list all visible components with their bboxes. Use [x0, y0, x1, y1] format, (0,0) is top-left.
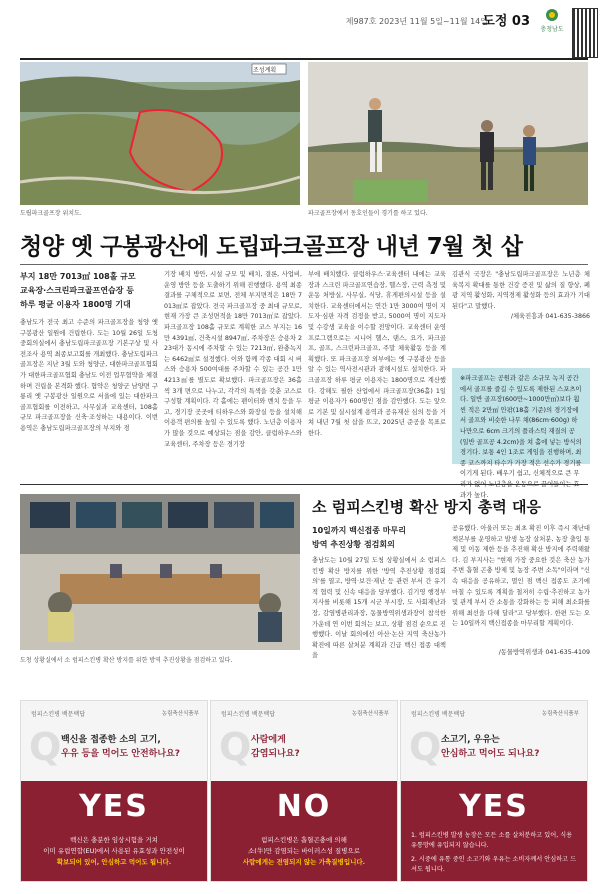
q-mark-icon: Q [219, 725, 252, 769]
ad-answer: YES [79, 789, 149, 824]
article1-col-4: 김관식 국장은 "충남도립파크골프장은 노년층 체육복지 확대를 통한 건강 증진 및 삶의 질 향상, 폐광 지역 활성화, 지역경제 활성화 등의 효과가 기대된다"고 말했다. [452, 271, 590, 310]
ad-question-line-1: 소고기, 우유는 [441, 735, 500, 745]
ad-text-line-2: 소(牛)만 감염되는 바이러스성 질병으로 [248, 847, 360, 855]
section-title: 도정 03 [482, 14, 530, 29]
article1-contact: /체육진흥과 041-635-3866 [510, 313, 590, 320]
logo-text: 충청남도 [540, 26, 564, 33]
ad-question-line-2: 감염되나요? [251, 749, 300, 759]
ad-panel-human-infection [210, 700, 398, 882]
ad-list-item-2: 2. 시중에 유통 중인 소고기와 우유는 소비자께서 안심하고 드셔도 됩니다. [411, 856, 577, 873]
article1-col-3: 부에 배치했다. 클럽하우스·교육센터 내에는 교육장과 스크린 파크골프연습장, 헬스장, 근력 측정 및 운동 처방실, 사무실, 식당, 휴게편의시설 등을 설치한다. 교육센터에서는 연간 1만 3000여 명이 지도자·심판 자격 검정을 받고, 5000여 명이 지도자 및 수강생 교육을 이수할 전망이다. 교육센터 운영 프로그램으로는 시니어 헬스, 댄스, 요가, 파크골프, 골프, 스크린파크골프, 주말 체육활동 등을 계획했다. 또 파크골프장 외부에는 옛 구봉광산 등을 알 수 있는 역사전시관과 광해시설도 설치한다. 파크골프장 하루 평균 이용자는 1800명으로 계산했다. 강해도 필한 산업에서 파크골프장(36홀) 1일 평균 이용자가 600명인 점을 감안했다. 도는 앞으로 기본 및 실시설계 용역과 공유재산 심의 등을 거쳐 내년 7월 첫 삽을 뜨고, 2025년 준공을 목표로 한다. [308, 271, 446, 437]
article2-col-1: 충남도는 10월 27일 도청 상황실에서 소 럼피스킨병 확산 방지를 위한 '방역 추진상황 점검회의'를 열고, 방역·보건·재난 등 관련 부서 간 유기적 협력 및 신속 대응을 당부했다. 김기영 행정부지사를 비롯해 15개 시군 부시장, 도 사회재난과장, 감염병관리과장, 동물방역위생과장이 참석한 가운데 연 이번 회의는 보고, 상황 점검 순으로 진행했다. 이날 회의에선 아산·논산 지역 축산농가 확진에 따른 살처분 계획과 긴급 백신 접종 대책을 [312, 557, 446, 660]
ad-question-line-1: 백신을 접종한 소의 고기, [61, 735, 161, 745]
ad-question-line-2: 우유 등을 먹어도 안전하나요? [61, 749, 180, 759]
golf-aerial-photo [20, 62, 300, 205]
article2-headline: 소 럼피스킨병 확산 방지 총력 대응 [312, 498, 541, 516]
ad-panel-beef-milk-safety [400, 700, 588, 882]
qr-code[interactable] [572, 8, 598, 58]
masthead-rule [20, 58, 588, 60]
ad-answer: YES [459, 789, 529, 824]
ad-explanation [219, 835, 389, 868]
golf-players-photo [308, 62, 588, 205]
disaster-room-caption: 도청 상황실에서 소 럼피스킨병 확산 방지를 위한 방역 추진상황을 점검하고 있다. [20, 657, 233, 664]
ad-text-line-1: 백신은 충분한 임상시험을 거쳐 [70, 836, 158, 844]
ad-text-line-3: 확보되어 있어, 안심하고 먹어도 됩니다. [56, 858, 172, 866]
article2-subhead-2: 방역 추진상황 점검회의 [312, 540, 395, 549]
article2-contact: /동물방역위생과 041-635-4109 [498, 649, 590, 656]
ministry-logo: 농림축산식품부 [541, 711, 579, 717]
emblem-icon [545, 8, 559, 22]
ministry-logo: 농림축산식품부 [161, 711, 199, 717]
article1-headline: 청양 옛 구봉광산에 도립파크골프장 내년 7월 첫 삽 [20, 234, 523, 260]
article1-rule [20, 264, 588, 265]
ad-list-item-1: 1. 럼피스킨병 발생 농장은 모든 소를 살처분하고 있어, 식용 유통망에 유입되지 않습니다. [411, 832, 573, 849]
ad-answer: NO [276, 789, 332, 824]
ad-question [61, 733, 199, 761]
ad-panel-vaccinated-meat [20, 700, 208, 882]
section-divider [20, 484, 588, 485]
ad-question [251, 733, 389, 761]
q-mark-icon: Q [409, 725, 442, 769]
article1-subhead-1: 부지 18만 7013㎡ 108홀 규모 [20, 272, 136, 281]
ad-question-line-1: 사람에게 [251, 735, 286, 745]
ad-text-line-3: 사람에게는 전염되지 않는 가축질병입니다. [242, 858, 366, 866]
ad-explanation [411, 831, 577, 875]
ad-question-line-2: 안심하고 먹어도 되나요? [441, 749, 540, 759]
issue-info: 제987호 2023년 11월 5일~11월 14일 [345, 17, 488, 26]
ministry-logo: 농림축산식품부 [351, 711, 389, 717]
ad-answer-block [401, 781, 587, 881]
ad-question [441, 733, 579, 761]
ad-tag: 럼피스킨병 백문백답 [411, 711, 466, 718]
aerial-map-label: 조성계획 [253, 67, 277, 74]
ad-explanation [29, 835, 199, 868]
article1-subhead-3: 하루 평균 이용자 1800명 기대 [20, 300, 131, 309]
ad-text-line-1: 럼피스킨병은 흡혈곤충에 의해 [261, 836, 347, 844]
article1-col-2: 기장 배치 방안, 시설 규모 및 배치, 결론, 사업비, 운영 방안 등을 도출하기 위해 진행했다. 용역 최종 결과를 구체적으로 보면, 전체 부지면적은 18만 7013㎡로 잡았다. 전국 파크골프장 중 최대 규모로, 현재 가장 큰 조성면적을 18만 7013㎡로 잡았다. 파크골프장 108홀 규모로 계획한 코스 부지는 16만 4391㎡, 건축시설 8947㎡, 주차장은 승용차 223대가 동시에 주차할 수 있는 7213㎡, 완충녹지는 6462㎡로 설정했다. 이와 함께 각종 대회 시 버스와 승용차 500여대를 주차할 수 있는 공간 1만 4213㎡를 별도로 확보했다. 파크골프장은 36홀 씩 3개 면으로 나누고, 각각의 특색을 갖춘 코스로 구성할 계획이다. 각 홀에는 팬이터와 벤치 등을 두고, 경기장 곳곳에 티하우스와 화장실 등을 설치해 이용객 편의를 높일 수 있도록 했다. 노년층 이용자가 많을 것으로 예상되는 점을 감안, 클럽하우스와 교육센터, 주차장 등은 경기장 [164, 271, 302, 448]
province-logo [532, 8, 572, 33]
ad-answer-block [211, 781, 397, 881]
disaster-room-photo [20, 494, 300, 650]
parkgolf-note-box: ※파크골프는 공원과 같은 소규모 녹지 공간에서 골프를 즐길 수 있도록 제한된 스포츠이다. 일반 골프장(600만~1000만㎡)보다 훨씬 적은 2만㎡ 안팎(18홀 기준)의 경기장에서 골프와 비슷한 나무 채(86cm·600g) 하나만으로 6cm 크기의 플라스틱 재질의 공(일반 골프공 4.2cm)을 쳐 홀에 넣는 방식의 경기다. 보통 4인 1조로 게임을 진행하며, 최종 코스까지 타수가 가장 적은 선수가 경기를 이기게 된다. 배우기 쉽고, 신체적으로 큰 무리가 없어 노년층을 운동으로 끌어들이는 효과가 높다. [452, 368, 590, 464]
article1-col-1: 충남도가 전국 최고 수준의 파크골프장을 청양 옛 구봉광산 일원에 건립한다. 도는 10월 26일 도청 중회의실에서 충남도립파크골프장 기본구상 및 사전조사 용역 최종보고회를 개최했다. 충남도립파크골프장은 지난 3월 도와 청양군, 대한파크골프협회가 대한파크골프협회 충남도 이전 업무협약을 체결하며 건립을 본격화 했다. 협약은 청양군 남양면 구룡리 옛 구봉광산 일원으로 서울에 있는 대한파크골프협회를 이전하고, 사무실과 교육센터, 108홀 규모 파크골프장을 신축·조성하는 내용이다. 이번 용역은 충남도립파크골프장의 부지와 경 [20, 319, 158, 432]
ad-tag: 럼피스킨병 백문백답 [31, 711, 86, 718]
ad-text-line-2: 이미 유럽연합(EU)에서 사용된 유효성과 안전성이 [43, 847, 185, 855]
ad-tag: 럼피스킨병 백문백답 [221, 711, 276, 718]
article2-col-2: 공유했다. 아울러 또는 최초 확진 이후 즉시 재난대책본부를 운영하고 발생 농장 살처분, 농장 출입 통제 및 이동 제한 등을 추진해 확산 방지에 주력해왔다. 김 부지사는 "현재 가장 중요한 것은 축산 농가 주변 흡혈 곤충 방제 및 농장 주변 소독"이라며 "신속 대응을 공유하고, 멸인 점 백신 접종도 조기에 마칠 수 있도록 계획을 철저히 수립·추진하고 농가 및 관계 부서 간 소통을 강화하는 등 피해 최소화를 위해 최선을 다해 달라"고 당부했다. 한편 도는 오는 10일까지 백신접종을 마무리할 계획이다. [452, 525, 590, 628]
players-caption: 파크골프장에서 동호인들이 경기를 하고 있다. [308, 210, 428, 217]
aerial-caption: 도립파크골프장 위치도. [20, 210, 82, 217]
q-mark-icon: Q [29, 725, 62, 769]
article1-subhead-2: 교육장·스크린파크골프연습장 등 [20, 286, 135, 295]
article2-subhead-1: 10일까지 백신접종 마무리 [312, 526, 406, 535]
ad-answer-block [21, 781, 207, 881]
